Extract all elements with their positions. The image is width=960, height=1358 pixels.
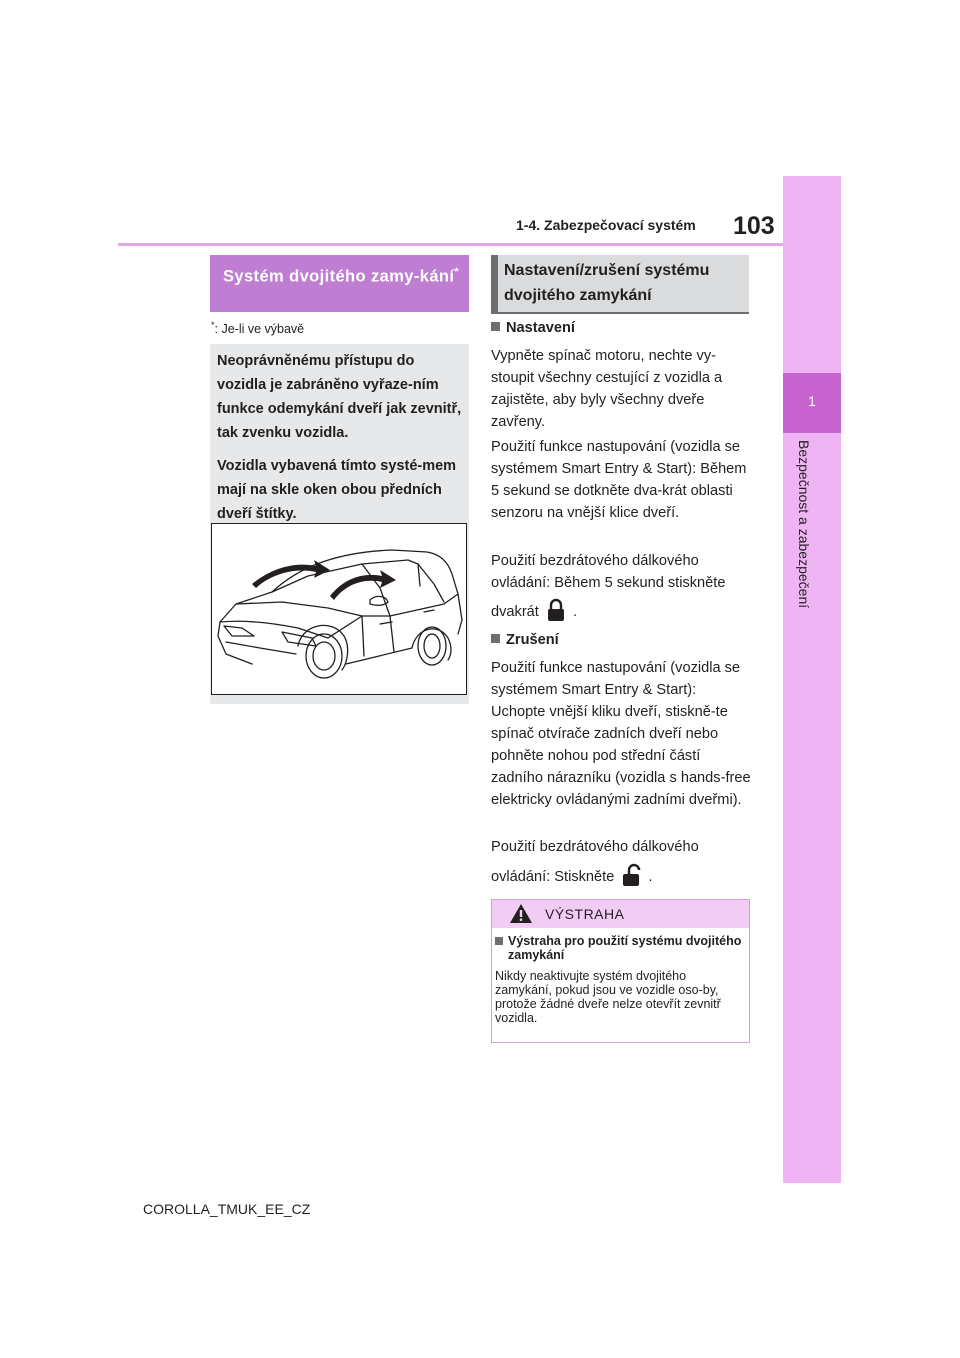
- left-heading-text: Systém dvojitého zamy-kání: [223, 267, 455, 286]
- page-number: 103: [733, 212, 775, 240]
- footnote-text: : Je-li ve výbavě: [214, 322, 305, 337]
- warning-triangle-icon: [509, 903, 533, 924]
- setting-paragraph-2: Použití funkce nastupování (vozidla se systémem Smart Entry & Start): Během 5 sekund se dotkněte dva-krát oblasti senzoru na vnější klice dveří.: [491, 439, 747, 521]
- cancel-paragraph-2-word: ovládání: Stiskněte: [491, 869, 615, 885]
- document-code: COROLLA_TMUK_EE_CZ: [143, 1201, 311, 1217]
- unlock-icon: [621, 863, 641, 887]
- chapter-label: Bezpečnost a zabezpečení: [796, 440, 812, 609]
- heading-footnote-mark: *: [454, 266, 460, 278]
- setting-paragraph-3: Použití bezdrátového dálkového ovládání: Během 5 sekund stiskněte: [491, 553, 726, 591]
- section-title: 1-4. Zabezpečovací systém: [516, 217, 696, 233]
- right-heading-text: Nastavení/zrušení systému dvojitého zamykání: [504, 262, 710, 304]
- setting-paragraph-3-word: dvakrát: [491, 604, 539, 620]
- car-illustration: [211, 523, 467, 695]
- warning-subtitle: [495, 934, 745, 962]
- footnote-mark: *: [211, 320, 215, 330]
- setting-paragraph-3-end: [491, 598, 753, 623]
- cancel-paragraph-2: Použití bezdrátového dálkového: [491, 839, 699, 855]
- car-drawing: [212, 524, 466, 694]
- heading-underline: [491, 312, 749, 314]
- bullet-square-icon: [495, 937, 503, 945]
- setting-heading: [491, 320, 575, 336]
- cancel-heading-text: Zrušení: [506, 632, 559, 648]
- info-paragraph-1: Neoprávněnému přístupu do vozidla je zabráněno vyřaze-ním funkce odemykání dveří jak zevnitř, tak zvenku vozidla.: [217, 353, 462, 441]
- chapter-number-box: [783, 373, 841, 433]
- bullet-square-icon: [491, 634, 500, 643]
- setting-heading-text: Nastavení: [506, 320, 575, 336]
- cancel-paragraph-1: Použití funkce nastupování (vozidla se systémem Smart Entry & Start): Uchopte vnější kliku dveří, stiskně-te spínač otvírače zadních dveří nebo pohněte nohou pod střední částí zadního nárazníku (vozidla s hands-free elektricky ovládanými zadními dveřmi).: [491, 660, 751, 808]
- warning-title: VÝSTRAHA: [545, 906, 625, 922]
- lock-icon: [546, 598, 566, 622]
- cancel-paragraph-2-period: .: [648, 869, 653, 885]
- info-paragraph-2: Vozidla vybavená tímto systé-mem mají na skle oken obou předních dveří štítky.: [217, 458, 457, 522]
- warning-subtitle-text: Výstraha pro použití systému dvojitého zamykání: [508, 934, 742, 962]
- setting-paragraph-1: Vypněte spínač motoru, nechte vy-stoupit všechny cestující z vozidla a zajistěte, aby byly všechny dveře zavřeny.: [491, 348, 723, 430]
- bullet-square-icon: [491, 322, 500, 331]
- left-section-heading: [210, 255, 469, 312]
- footnote: [211, 320, 304, 336]
- chapter-tab: [783, 176, 841, 1183]
- info-text: [217, 349, 462, 535]
- cancel-paragraph-2-end: [491, 863, 753, 888]
- heading-accent-bar: [491, 255, 498, 312]
- cancel-heading: [491, 632, 559, 648]
- setting-paragraph-3-period: .: [572, 604, 578, 620]
- warning-body: Nikdy neaktivujte systém dvojitého zamykání, pokud jsou ve vozidle oso-by, protože žádné dveře nelze otevřít zevnitř vozidla.: [495, 969, 721, 1025]
- header-rule: [118, 243, 783, 246]
- chapter-number: 1: [808, 393, 816, 409]
